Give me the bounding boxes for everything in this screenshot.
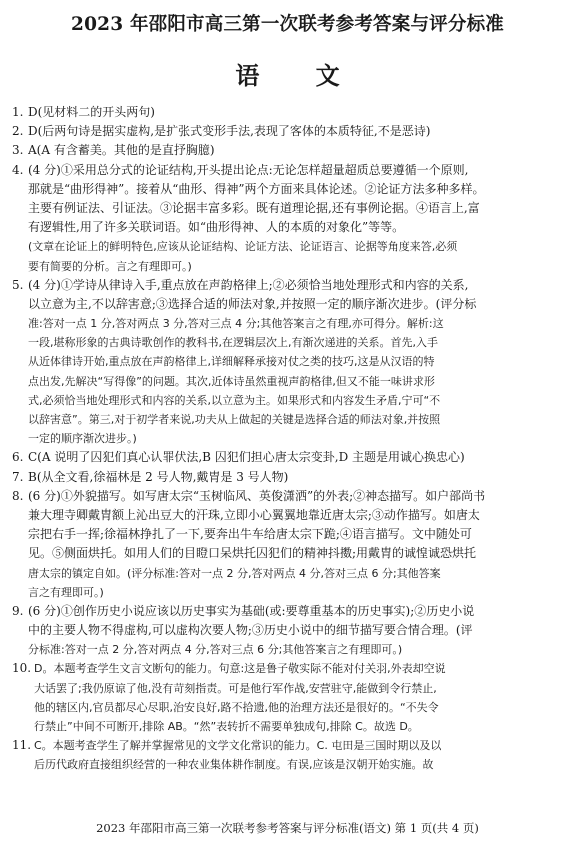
- answer-continuation-line: [12, 698, 560, 717]
- answer-text: 唐太宗的镇定自如。(评分标准:答对一点 2 分,答对两点 4 分,答对三点 6 分;其他答案: [28, 566, 441, 580]
- answer-continuation-line: [12, 583, 560, 602]
- answer-continuation-line: [12, 237, 560, 256]
- answer-continuation-line: [12, 314, 560, 333]
- answer-text: D。本题考查学生文言文断句的能力。句意:这是鲁子敬实际不能对付关羽,外表却空说: [34, 662, 446, 676]
- answer-text: 那就是“曲形得神”。接着从“曲形、得神”两个方面来具体论述。②论证方法多种多样。: [28, 181, 485, 196]
- answer-item: [12, 487, 560, 506]
- answer-continuation-line: [12, 352, 560, 371]
- page-footer: 2023 年邵阳市高三第一次联考参考答案与评分标准(语文) 第 1 页(共 4 页): [96, 821, 479, 835]
- answer-continuation-line: [12, 295, 560, 314]
- answer-continuation-line: [12, 257, 560, 276]
- answer-text: D(后两句诗是据实虚构,是扩张式变形手法,表现了客体的本质特征,不是恶诗): [28, 124, 431, 139]
- answer-continuation-line: [12, 429, 560, 448]
- answer-text: 兼大理寺卿戴胄额上沁出豆大的汗珠,立即小心翼翼地靠近唐太宗;③动作描写。如唐太: [28, 507, 480, 522]
- answer-continuation-line: [12, 218, 560, 237]
- answer-text: 点出发,先解决“写得像”的问题。其次,近体诗虽然重视声韵格律,但又不能一味讲求形: [28, 374, 435, 388]
- answer-number: 6.: [12, 450, 24, 465]
- answer-continuation-line: [12, 391, 560, 410]
- answer-text: A(A 有含蓄美。其他的是直抒胸臆): [28, 143, 215, 158]
- answer-number: 7.: [12, 469, 24, 484]
- answer-list: [12, 103, 560, 775]
- answer-text: 大话罢了;我仍原谅了他,没有苛刻指责。可是他行军作战,安营驻守,能做到令行禁止,: [34, 681, 437, 695]
- answer-item: [12, 103, 560, 122]
- answer-text: 一定的顺序渐次进步。): [28, 432, 137, 446]
- answer-number: 1.: [12, 105, 24, 119]
- answer-continuation-line: [12, 525, 560, 544]
- answer-text: (4 分)①学诗从律诗入手,重点放在声韵格律上;②必须恰当地处理形式和内容的关系,: [28, 277, 469, 292]
- answer-continuation-line: [12, 544, 560, 563]
- document-title: 2023 年邵阳市高三第一次联考参考答案与评分标准: [71, 14, 504, 35]
- answer-text: 以立意为主,不以辞害意;③选择合适的师法对象,并按照一定的顺序渐次进步。(评分标: [28, 296, 477, 311]
- answer-number: 2.: [12, 124, 24, 139]
- answer-text: (6 分)①外貌描写。如写唐太宗“玉树临风、英俊潇洒”的外表;②神态描写。如户部尚书: [28, 488, 486, 503]
- answer-number: 5.: [12, 277, 24, 292]
- answer-text: 行禁止”中间不可断开,排除 AB。“然”表转折不需要单独成句,排除 C。故选 D。: [34, 720, 419, 733]
- answer-number: 3.: [12, 143, 24, 158]
- answer-text: (文章在论证上的鲜明特色,应该从论证结构、论证方法、论证语言、论据等角度来答,必须: [28, 240, 458, 254]
- answer-text: B(从全文看,徐福林是 2 号人物,戴胄是 3 号人物): [28, 469, 289, 484]
- answer-text: 要有简要的分析。言之有理即可。): [28, 259, 192, 273]
- answer-item: [12, 736, 560, 755]
- answer-text: 分标准:答对一点 2 分,答对两点 4 分,答对三点 6 分;其他答案言之有理即可。): [28, 643, 403, 657]
- answer-text: 中的主要人物不得虚构,可以虚构次要人物;③历史小说中的细节描写要合情合理。(评: [28, 623, 473, 638]
- answer-text: 准:答对一点 1 分,答对两点 3 分,答对三点 4 分;其他答案言之有理,亦可得分。解析:这: [28, 317, 444, 331]
- answer-continuation-line: [12, 333, 560, 352]
- answer-text: 后历代政府直接组织经营的一种农业集体耕作制度。有误,应该是汉朝开始实施。故: [34, 758, 434, 772]
- answer-item: [12, 659, 560, 678]
- answer-item: [12, 448, 560, 467]
- answer-number: 8.: [12, 488, 24, 503]
- answer-text: D(见材料二的开头两句): [28, 105, 155, 119]
- answer-item: [12, 602, 560, 621]
- answer-text: 从近体律诗开始,重点放在声韵格律上,详细解释承接对仗之类的技巧,这是从汉语的特: [28, 355, 435, 369]
- answer-continuation-line: [12, 199, 560, 218]
- answer-item: [12, 141, 560, 160]
- answer-text: 言之有理即可。): [28, 585, 104, 599]
- answer-text: (4 分)①采用总分式的论证结构,开头提出论点:无论怎样超量超质总要遵循一个原则,: [28, 162, 469, 177]
- answer-continuation-line: [12, 506, 560, 525]
- answer-continuation-line: [12, 372, 560, 391]
- answer-text: 以辞害意”。第三,对于初学者来说,功夫从上做起的关键是选择合适的师法对象,并按照: [28, 413, 441, 426]
- answer-item: [12, 161, 560, 180]
- answer-text: 主要有例证法、引证法。③论据丰富多彩。既有道理论据,还有事例论据。④语言上,富: [28, 200, 480, 215]
- answer-text: C。本题考查学生了解并掌握常见的文学文化常识的能力。C. 屯田是三国时期以及以: [34, 739, 442, 753]
- answer-text: (6 分)①创作历史小说应该以历史事实为基础(或:要尊重基本的历史事实);②历史小说: [28, 603, 475, 618]
- answer-item: [12, 122, 560, 141]
- subject-heading: 语 文: [235, 61, 364, 90]
- answer-text: 有逻辑性,用了许多关联词语。如“曲形得神、人的本质的对象化”等等。: [28, 220, 405, 235]
- answer-text: 式,必须恰当地处理形式和内容的关系,以立意为主。如果形式和内容发生矛盾,宁可“不: [28, 393, 441, 407]
- answer-text: 一段,堪称形象的古典诗歌创作的教科书,在逻辑层次上,有渐次递进的关系。首先,入手: [28, 336, 438, 350]
- answer-continuation-line: [12, 564, 560, 583]
- answer-text: 他的辖区内,官员都尽心尽职,治安良好,路不拾遗,他的治理方法还是很好的。“不失令: [34, 700, 439, 714]
- answer-continuation-line: [12, 717, 560, 736]
- answer-continuation-line: [12, 621, 560, 640]
- answer-number: 9.: [12, 603, 24, 618]
- answer-continuation-line: [12, 755, 560, 774]
- answer-continuation-line: [12, 180, 560, 199]
- answer-continuation-line: [12, 410, 560, 429]
- answer-text: C(A 说明了囚犯们真心认罪伏法,B 囚犯们担心唐太宗变卦,D 主题是用诚心换忠心): [28, 450, 465, 465]
- answer-item: [12, 276, 560, 295]
- answer-text: 宗把右手一挥;徐福林挣扎了一下,要奔出牛车给唐太宗下跪;④语言描写。文中随处可: [28, 527, 472, 542]
- answer-item: [12, 468, 560, 487]
- answer-number: 4.: [12, 162, 24, 177]
- answer-text: 见。⑤侧面烘托。如用人们的目瞪口呆烘托囚犯们的精神抖擞;用戴胄的诚惶诚恐烘托: [28, 546, 477, 561]
- answer-number: 11.: [12, 738, 32, 753]
- answer-continuation-line: [12, 640, 560, 659]
- answer-continuation-line: [12, 679, 560, 698]
- answer-number: 10.: [12, 661, 32, 676]
